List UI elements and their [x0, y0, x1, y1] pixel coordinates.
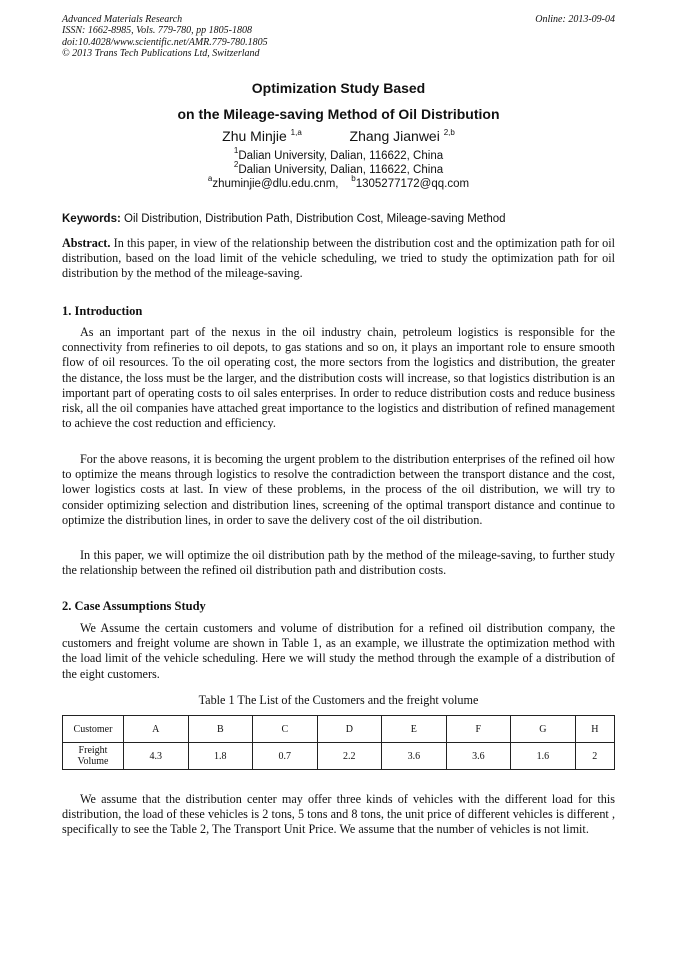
paragraph: For the above reasons, it is becoming the urgent problem to the distribution enterprises of the refined oil how to optimize the means through logistics to resolve the contradiction between the transport distance and the cost, lower logistics costs at last. In view of these problems, in the process of the oil distribution, we will try to consider optimizing selection and distribution lines, screening of the optimal transport distance and continue to optimize the distribution lines, in order to save the delivery cost of the oil distribution.: [62, 452, 615, 527]
paragraph: As an important part of the nexus in the oil industry chain, petroleum logistics is responsible for the connectivity from refineries to oil depots, to gas stations and so on, it plays an important role to ensure smooth flow of oil resources. To the oil operating cost, the more sectors from the logistics and distribution, the greater the distance, the loss must be the larger, and the distribution costs will increase, so that logistics distribution is an important part of operating costs to oil sales enterprises. In order to reduce distribution costs and reduce business risk, all the oil companies have attached great importance to the logistics and distribution of refined management to achieve the cost reduction and efficiency.: [62, 325, 615, 431]
table-cell: 0.7: [253, 743, 318, 770]
affiliation-text: Dalian University, Dalian, 116622, China: [238, 164, 444, 176]
issn-line: ISSN: 1662-8985, Vols. 779-780, pp 1805-1808: [62, 25, 252, 37]
abstract-label: Abstract.: [62, 236, 111, 250]
paragraph: We assume that the distribution center may offer three kinds of vehicles with the different load for this distribution, the load of these vehicles is 2 tons, 5 tons and 8 tons, the unit price of different vehicles is different , specifically to see the Table 2, The Transport Unit Price. We assume that the number of vehicles is not limit.: [62, 792, 615, 837]
customers-freight-table: [62, 715, 615, 770]
keywords-label: Keywords:: [62, 213, 121, 225]
affiliation-sup: 1: [233, 146, 239, 155]
table-cell: 3.6: [382, 743, 447, 770]
table-row-label: Customer: [63, 716, 124, 743]
journal-name: Advanced Materials Research: [62, 14, 183, 25]
author-name: Zhu Minjie: [222, 128, 287, 144]
table-cell: E: [382, 716, 447, 743]
table-cell: 1.8: [188, 743, 253, 770]
table-cell: A: [124, 716, 189, 743]
paper-title-line1: Optimization Study Based: [251, 80, 426, 96]
table-cell: F: [446, 716, 511, 743]
section-heading-case-assumptions: 2. Case Assumptions Study: [62, 599, 206, 613]
label-line: Freight: [78, 745, 108, 756]
abstract: [62, 236, 615, 282]
author-emails: [62, 174, 615, 190]
table-cell: C: [253, 716, 318, 743]
table-cell: 2.2: [317, 743, 382, 770]
email-link[interactable]: 1305277172@qq.com: [355, 178, 470, 190]
table-cell: H: [575, 716, 614, 743]
email-sup: a: [207, 174, 213, 183]
abstract-text: In this paper, in view of the relationship between the distribution cost and the optimization path for oil distribution, based on the load limit of the vehicle scheduling, we tried to study the optimization path for oil distribution by the method of the mileage-saving.: [62, 236, 615, 281]
paper-title-line2: on the Mileage-saving Method of Oil Distribution: [177, 106, 500, 122]
table-row: [63, 716, 615, 743]
paragraph: In this paper, we will optimize the oil distribution path by the method of the mileage-saving, to further study the relationship between the refined oil distribution path and distribution costs.: [62, 548, 615, 578]
table-cell: 4.3: [124, 743, 189, 770]
journal-header: [62, 14, 615, 60]
author-sup: 2,b: [443, 128, 455, 137]
keywords: [62, 213, 615, 225]
author-sup: 1,a: [290, 128, 302, 137]
label-line: Volume: [77, 756, 109, 767]
paragraph: We Assume the certain customers and volume of distribution for a refined oil distribution company, the customers and freight volume are shown in Table 1, as an example, we illustrate the optimization method with the load limit of the vehicle scheduling. Here we will study the method through the example of a distribution of the eight customers.: [62, 621, 615, 681]
table-cell: D: [317, 716, 382, 743]
author-name: Zhang Jianwei: [349, 128, 440, 144]
copyright-line: © 2013 Trans Tech Publications Ltd, Switzerland: [62, 48, 260, 60]
table-cell: B: [188, 716, 253, 743]
email-sup: b: [351, 174, 356, 183]
affiliation-text: Dalian University, Dalian, 116622, China: [238, 150, 444, 162]
section-heading-introduction: 1. Introduction: [62, 304, 143, 318]
affiliation-1: [62, 146, 615, 162]
affiliation-sup: 2: [233, 160, 239, 169]
table-row: [63, 743, 615, 770]
table-caption: Table 1 The List of the Customers and the freight volume: [198, 693, 479, 707]
online-date: Online: 2013-09-04: [535, 14, 615, 25]
table-cell: 1.6: [511, 743, 576, 770]
table-cell: 3.6: [446, 743, 511, 770]
authors: [62, 128, 615, 144]
affiliation-2: [62, 160, 615, 176]
keywords-text: Oil Distribution, Distribution Path, Distribution Cost, Mileage-saving Method: [124, 213, 506, 225]
email-link[interactable]: zhuminjie@dlu.edu.cnm,: [212, 178, 339, 190]
doi-line: doi:10.4028/www.scientific.net/AMR.779-780.1805: [62, 36, 268, 48]
table-cell: G: [511, 716, 576, 743]
table-row-label: [63, 743, 124, 770]
table-cell: 2: [575, 743, 614, 770]
